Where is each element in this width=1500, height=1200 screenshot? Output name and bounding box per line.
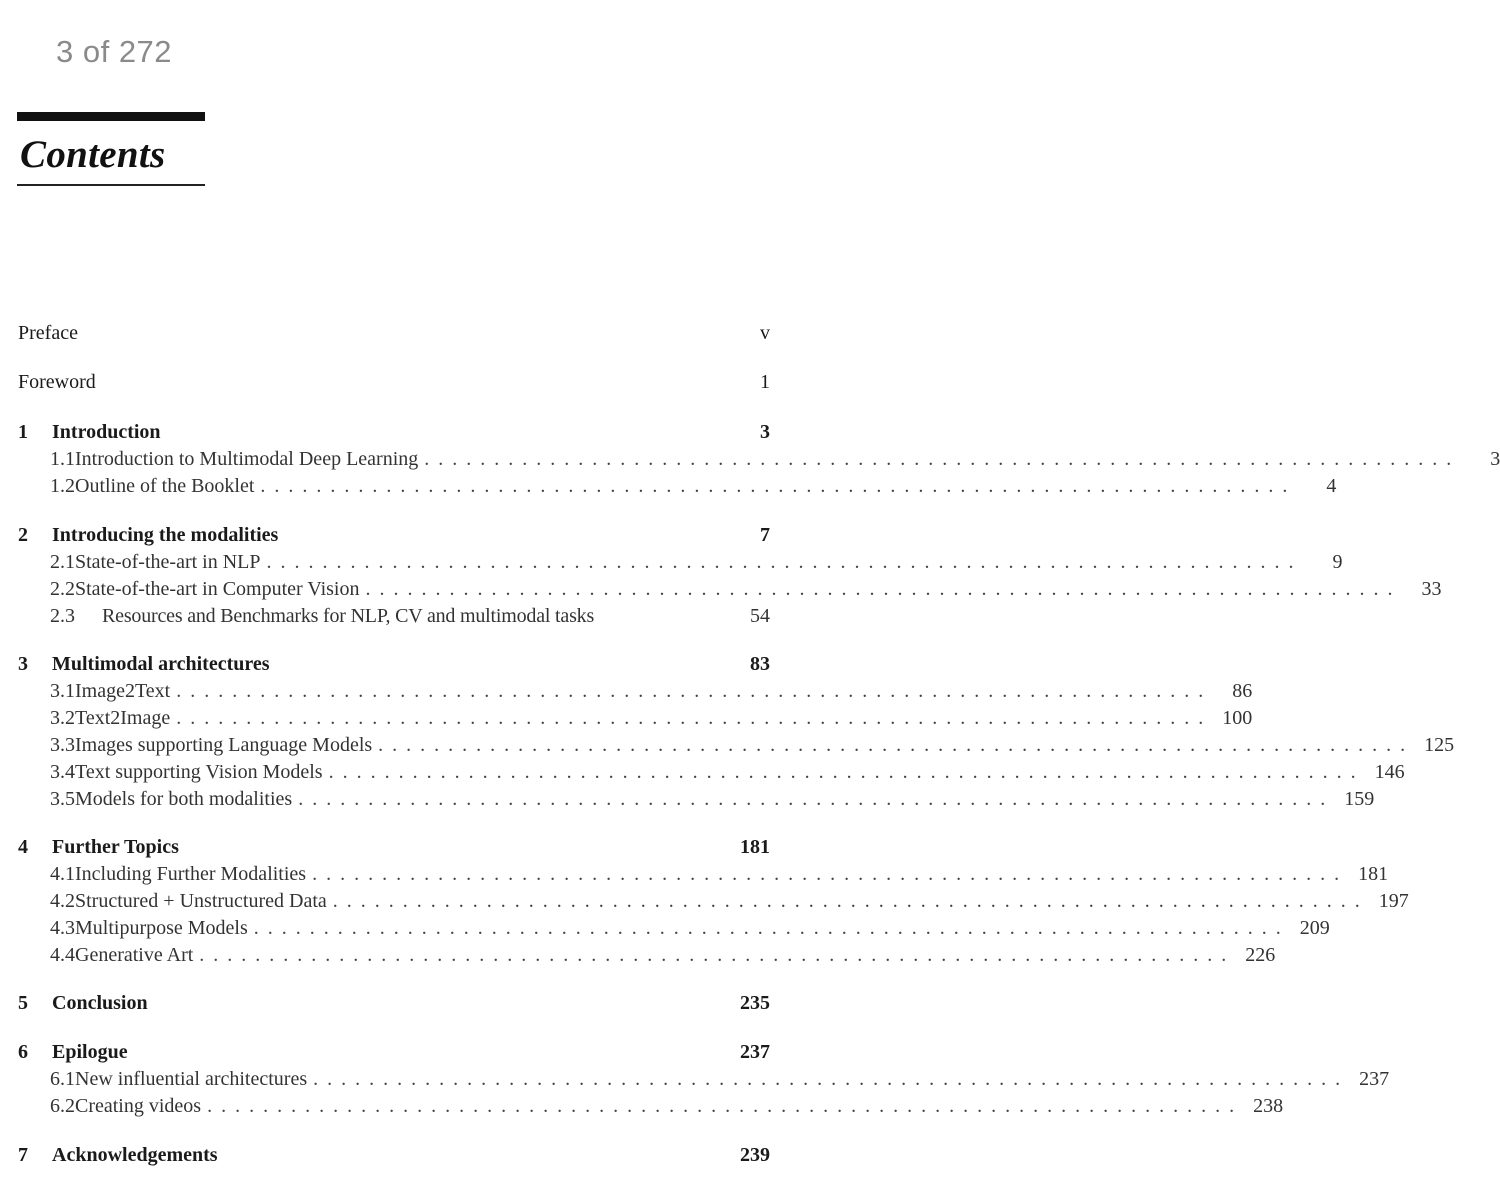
page-indicator: 3 of 272 — [56, 34, 173, 69]
toc-page: 54 — [750, 605, 770, 627]
toc-page: 100 — [1222, 707, 1253, 729]
toc-num: 3.2 — [50, 707, 75, 729]
dot-leader: .......................................................................... — [260, 475, 1297, 497]
toc-num: 3.4 — [50, 761, 75, 783]
toc-title: Epilogue — [52, 1041, 128, 1063]
toc-chapter-2[interactable] — [18, 522, 770, 548]
toc-num: 2.3 — [50, 605, 75, 627]
toc-chapter-3[interactable] — [18, 651, 770, 677]
toc-chapter-1[interactable] — [18, 419, 770, 445]
toc-title: Text2Image — [75, 707, 171, 729]
toc-title: State-of-the-art in Computer Vision — [75, 578, 360, 600]
dot-leader: .......................................................................... — [176, 680, 1213, 702]
toc-section-4-3[interactable] — [50, 915, 1330, 941]
toc-num: 4.3 — [50, 917, 75, 939]
toc-title: Introducing the modalities — [52, 524, 279, 546]
toc-chapter-5[interactable] — [18, 990, 770, 1016]
toc-section-2-2[interactable] — [50, 576, 1442, 602]
toc-page: 3 — [760, 421, 770, 443]
toc-section-3-4[interactable] — [50, 759, 1405, 785]
toc-page: 237 — [740, 1041, 770, 1063]
toc-num: 6.2 — [50, 1095, 75, 1117]
toc-section-6-2[interactable] — [50, 1093, 1284, 1119]
toc-page: 86 — [1232, 680, 1253, 702]
dot-leader: .......................................................................... — [332, 890, 1369, 912]
toc-num: 3 — [18, 653, 28, 675]
dot-leader: .......................................................................... — [365, 578, 1402, 600]
toc-num: 3.1 — [50, 680, 75, 702]
toc-section-1-2[interactable] — [50, 473, 1337, 499]
toc-page: 239 — [740, 1144, 770, 1166]
toc-entry-preface[interactable] — [18, 320, 770, 346]
heading-rule-thick — [17, 112, 205, 121]
toc-num: 3.5 — [50, 788, 75, 810]
toc-section-6-1[interactable] — [50, 1066, 1390, 1092]
toc-title: New influential architectures — [75, 1068, 308, 1090]
dot-leader: .......................................................................... — [378, 734, 1415, 756]
toc-section-3-2[interactable] — [50, 705, 1253, 731]
toc-page: 1 — [760, 371, 770, 393]
toc-page: 83 — [750, 653, 770, 675]
dot-leader: .......................................................................... — [207, 1095, 1244, 1117]
toc-title: Introduction — [52, 421, 161, 443]
toc-section-2-1[interactable] — [50, 549, 1343, 575]
dot-leader: .......................................................................... — [312, 863, 1349, 885]
toc-title: Further Topics — [52, 836, 179, 858]
toc-num: 6 — [18, 1041, 28, 1063]
toc-num: 1.2 — [50, 475, 75, 497]
toc-title: Multimodal architectures — [52, 653, 270, 675]
toc-page: 238 — [1253, 1095, 1284, 1117]
toc-page: 159 — [1344, 788, 1375, 810]
toc-title: Conclusion — [52, 992, 148, 1014]
toc-entry-foreword[interactable] — [18, 369, 770, 395]
toc-title: Image2Text — [75, 680, 171, 702]
toc-title: Preface — [18, 322, 78, 344]
heading-rule-thin — [17, 184, 205, 186]
toc-num: 5 — [18, 992, 28, 1014]
toc-title: Text supporting Vision Models — [75, 761, 323, 783]
toc-page: 33 — [1421, 578, 1442, 600]
toc-num: 1.1 — [50, 448, 75, 470]
toc-num: 2.1 — [50, 551, 75, 573]
toc-num: 4.1 — [50, 863, 75, 885]
toc-chapter-6[interactable] — [18, 1039, 770, 1065]
toc-page: 226 — [1245, 944, 1276, 966]
toc-page: 3 — [1490, 448, 1500, 470]
toc-num: 2.2 — [50, 578, 75, 600]
toc-title: Generative Art — [75, 944, 194, 966]
dot-leader: .......................................................................... — [313, 1068, 1350, 1090]
toc-num: 4.2 — [50, 890, 75, 912]
toc-chapter-7[interactable] — [18, 1142, 770, 1168]
toc-chapter-4[interactable] — [18, 834, 770, 860]
contents-heading: Contents — [20, 133, 166, 176]
toc-section-4-2[interactable] — [50, 888, 1409, 914]
toc-page: 125 — [1424, 734, 1455, 756]
toc-num: 1 — [18, 421, 28, 443]
toc-num: 7 — [18, 1144, 28, 1166]
toc-page: 237 — [1359, 1068, 1390, 1090]
dot-leader: .......................................................................... — [328, 761, 1365, 783]
toc-title: Images supporting Language Models — [75, 734, 373, 756]
toc-title: Introduction to Multimodal Deep Learning — [75, 448, 419, 470]
toc-num: 4.4 — [50, 944, 75, 966]
dot-leader: .......................................................................... — [176, 707, 1213, 729]
toc-title: Acknowledgements — [52, 1144, 218, 1166]
toc-num: 2 — [18, 524, 28, 546]
toc-page: 181 — [1358, 863, 1389, 885]
toc-section-4-4[interactable] — [50, 942, 1276, 968]
toc-section-4-1[interactable] — [50, 861, 1389, 887]
toc-page: 4 — [1326, 475, 1337, 497]
toc-title: Models for both modalities — [75, 788, 293, 810]
toc-section-3-1[interactable] — [50, 678, 1253, 704]
dot-leader: .......................................................................... — [266, 551, 1303, 573]
toc-page: 209 — [1299, 917, 1330, 939]
toc-page: 146 — [1374, 761, 1405, 783]
toc-num: 3.3 — [50, 734, 75, 756]
toc-title: Creating videos — [75, 1095, 202, 1117]
toc-title: Multipurpose Models — [75, 917, 248, 939]
toc-page: 197 — [1378, 890, 1409, 912]
toc-num: 4 — [18, 836, 28, 858]
toc-title: Resources and Benchmarks for NLP, CV and multimodal tasks — [102, 605, 595, 627]
dot-leader: .......................................................................... — [253, 917, 1290, 939]
toc-section-1-1[interactable] — [50, 446, 1500, 472]
dot-leader: .......................................................................... — [298, 788, 1335, 810]
toc-page: 7 — [760, 524, 770, 546]
dot-leader: .......................................................................... — [424, 448, 1461, 470]
toc-page: v — [760, 322, 770, 344]
toc-page: 181 — [740, 836, 770, 858]
toc-page: 235 — [740, 992, 770, 1014]
toc-section-3-5[interactable] — [50, 786, 1375, 812]
toc-title: Outline of the Booklet — [75, 475, 255, 497]
dot-leader: .......................................................................... — [199, 944, 1236, 966]
toc-title: State-of-the-art in NLP — [75, 551, 261, 573]
toc-section-2-3[interactable] — [50, 603, 770, 629]
toc-section-3-3[interactable] — [50, 732, 1455, 758]
toc-title: Structured + Unstructured Data — [75, 890, 327, 912]
toc-page: 9 — [1332, 551, 1343, 573]
toc-title: Including Further Modalities — [75, 863, 307, 885]
toc-num: 6.1 — [50, 1068, 75, 1090]
toc-title: Foreword — [18, 371, 96, 393]
